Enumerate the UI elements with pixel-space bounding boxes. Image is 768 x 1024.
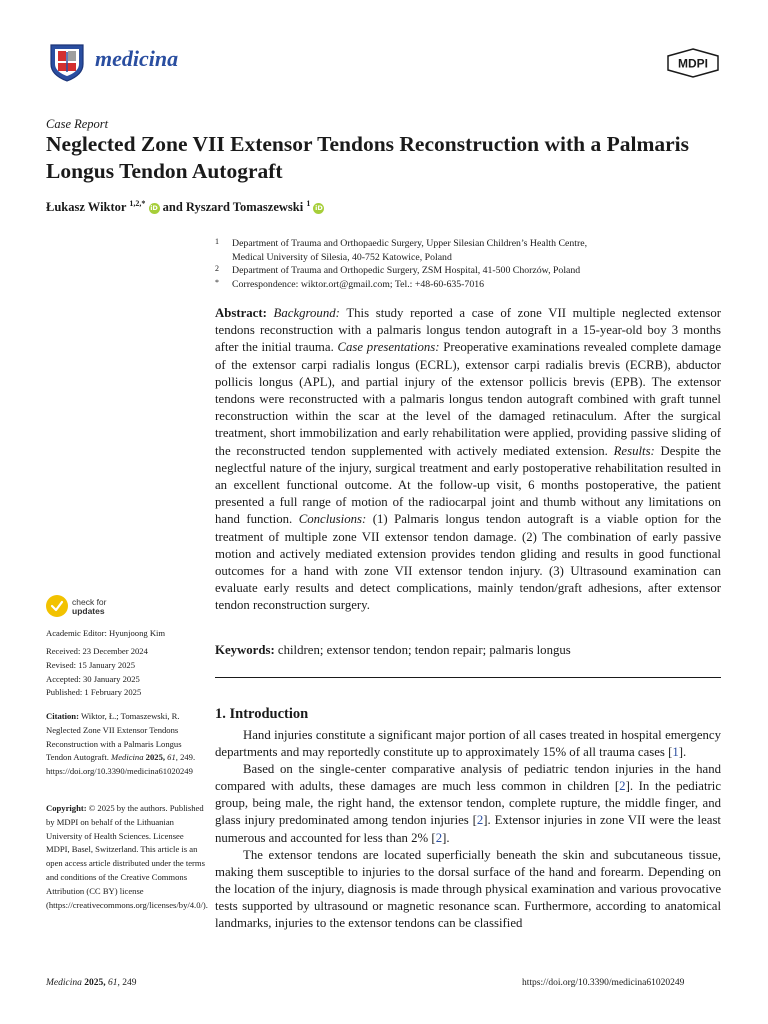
copyright-block <box>46 802 206 912</box>
keywords-label: Keywords: <box>215 643 275 657</box>
reference-link[interactable]: 1 <box>672 745 679 760</box>
footer-citation <box>46 978 137 988</box>
author-list <box>46 199 324 215</box>
abstract-conclusions: (1) Palmaris longus tendon autograft is a viable option for the treatment of multiple zone VII extensor tendon damage. (2) The combination of early passive motion and actively mediated extension provides tendon gliding and results in good functional outcomes for a hand with zone VII extensor tendon injury. (3) Ultrasound examination can evaluate early results and detect complications, mainly tendon/graft adhesions, after extensor tendon reconstruction surgery. <box>215 512 722 613</box>
author-name[interactable]: Ryszard Tomaszewski <box>185 200 304 215</box>
footer-doi[interactable]: https://doi.org/10.3390/medicina61020249 <box>522 978 685 988</box>
footer-journal: Medicina <box>46 978 82 988</box>
academic-editor: Academic Editor: Hyunjoong Kim <box>46 628 166 638</box>
check-updates-top: check for <box>72 597 107 607</box>
author-marks: 1,2,* <box>129 199 146 208</box>
introduction-body <box>215 727 721 932</box>
date-revised: Revised: 15 January 2025 <box>46 659 136 670</box>
journal-name[interactable]: medicina <box>95 46 179 71</box>
section-divider <box>215 677 721 678</box>
affiliation-number: * <box>215 277 219 287</box>
orcid-icon[interactable]: iD <box>315 204 323 213</box>
check-for-updates-badge[interactable] <box>46 595 166 621</box>
affiliation-text: Department of Trauma and Orthopedic Surgery, ZSM Hospital, 41-500 Chorzów, Poland <box>232 265 581 276</box>
keywords-text: children; extensor tendon; tendon repair; palmaris longus <box>277 643 571 657</box>
citation-block <box>46 710 206 779</box>
author-name[interactable]: Łukasz Wiktor <box>46 200 127 215</box>
mdpi-logo[interactable] <box>666 48 720 78</box>
citation-volume: 61, <box>167 752 178 763</box>
citation-label: Citation: <box>46 711 79 721</box>
conclusions-label: Conclusions: <box>298 512 367 527</box>
abstract-results: Despite the neglectful nature of the injury, surgical treatment and early postoperative rehabilitation resulted in an excellent functional outcome. At the follow-up visit, 6 months postoperative, the patient presented a full range of motion of the radiocarpal joint and thumb without any limitations on hand function. <box>215 443 721 527</box>
affiliation-text-line2: Medical University of Silesia, 40-752 Katowice, Poland <box>232 251 452 263</box>
affiliation-item <box>215 264 725 278</box>
affiliation-item <box>215 237 725 264</box>
reference-link[interactable]: 2 <box>619 779 626 794</box>
affiliation-number: 1 <box>215 237 219 246</box>
citation-doi[interactable]: 249. https://doi.org/10.3390/medicina61020249 <box>46 752 196 777</box>
copyright-label: Copyright: <box>46 803 87 813</box>
publication-dates <box>46 645 206 700</box>
affiliation-number: 2 <box>215 264 219 273</box>
affiliation-text: Department of Trauma and Orthopaedic Surgery, Upper Silesian Children’s Health Centre, <box>232 238 588 249</box>
correspondence-item <box>215 278 725 292</box>
check-updates-bottom: updates <box>72 606 105 616</box>
abstract-case: Preoperative examinations revealed complete damage of the extensor carpi radialis longus (ECRL), extensor carpi radialis brevis (ECRB), abductor pollicis longus (APL), and partial injury of the extensor pollicis brevis (EPB). The extensor tendons were reconstructed with a palmaris longus tendon autograft combined with graft tunnel reconstruction within the scar at the level of the damaged retinaculum. After the surgical treatment, short immobilization and early rehabilitation were applied, providing passive sliding of the reconstructed tendon supplemented with actively mediated extension. <box>215 340 722 458</box>
keywords <box>215 643 721 658</box>
footer-volume: 61, <box>108 978 120 988</box>
correspondence-text: Correspondence: wiktor.ort@gmail.com; Tel.: +48-60-635-7016 <box>232 278 485 290</box>
intro-paragraph: The extensor tendons are located superficially beneath the skin and subcutaneous tissue, making them susceptible to injuries to the dorsal surface of the hand and forearm. Depending on the location of the injury, diagnosis is made through physical examination and various provocative tests supported by ultrasound or magnetic resonance scan. Furthermore, according to anatomical landmarks, injuries to the extensor tendons can be classified <box>215 847 721 931</box>
abstract <box>215 305 721 615</box>
results-label: Results: <box>613 443 655 458</box>
footer-year: 2025, <box>84 978 106 988</box>
footer-page: 249 <box>122 978 137 988</box>
publisher-name: MDPI <box>678 56 708 71</box>
date-accepted: Accepted: 30 January 2025 <box>46 673 140 684</box>
case-label: Case presentations: <box>337 340 440 355</box>
orcid-icon[interactable]: iD <box>150 204 158 213</box>
article-title: Neglected Zone VII Extensor Tendons Reconstruction with a Palmaris Longus Tendon Autograft <box>46 132 690 183</box>
copyright-text: © 2025 by the authors. Published by MDPI on behalf of the Lithuanian University of Health Sciences. Licensee MDPI, Basel, Switzerland. This article is an open access article distributed under the terms and conditions of the Creative Commons Attribution (CC BY) license (https://creativecommons.org/licenses/by/4.0/). <box>46 803 208 910</box>
background-label: Background: <box>273 306 340 320</box>
intro-paragraph: Hand injuries constitute a significant major portion of all cases treated in hospital emergency departments and may reportedly constitute up to approximately 15% of all trauma cases [1]. <box>215 728 721 760</box>
journal-logo <box>48 42 86 82</box>
date-published: Published: 1 February 2025 <box>46 687 142 698</box>
author-joiner: and <box>162 200 183 215</box>
abstract-label: Abstract: <box>215 306 267 320</box>
date-received: Received: 23 December 2024 <box>46 646 148 656</box>
citation-year: 2025, <box>145 752 166 763</box>
author-marks: 1 <box>306 199 311 208</box>
reference-link[interactable]: 2 <box>435 830 443 845</box>
reference-link[interactable]: 2 <box>476 813 484 828</box>
abstract-background: This study reported a case of zone VII multiple neglected extensor tendons reconstruction with a palmaris longus tendon autograft in a 15-year-old boy 3 months after the initial trauma. <box>215 306 722 355</box>
check-icon <box>46 595 68 617</box>
section-heading: 1. Introduction <box>215 706 309 722</box>
citation-text: Wiktor, Ł.; Tomaszewski, R. Neglected Zone VII Extensor Tendons Reconstruction with a Palmaris Longus Tendon Autograft. <box>46 711 182 763</box>
intro-paragraph: Based on the single-center comparative analysis of pediatric tendon injuries in the hand compared with adults, these damages are much less common in children [2]. In the pediatric group, being male, the right hand, the extensor tendon, complete rupture, the middle finger, and glass injury predominated among tendon injuries [2]. Extensor injuries in zone VII were the least numerous and accounted for less than 2% [2]. <box>215 762 721 845</box>
citation-journal: Medicina <box>111 752 144 763</box>
affiliations <box>215 237 725 291</box>
article-type: Case Report <box>46 117 109 131</box>
